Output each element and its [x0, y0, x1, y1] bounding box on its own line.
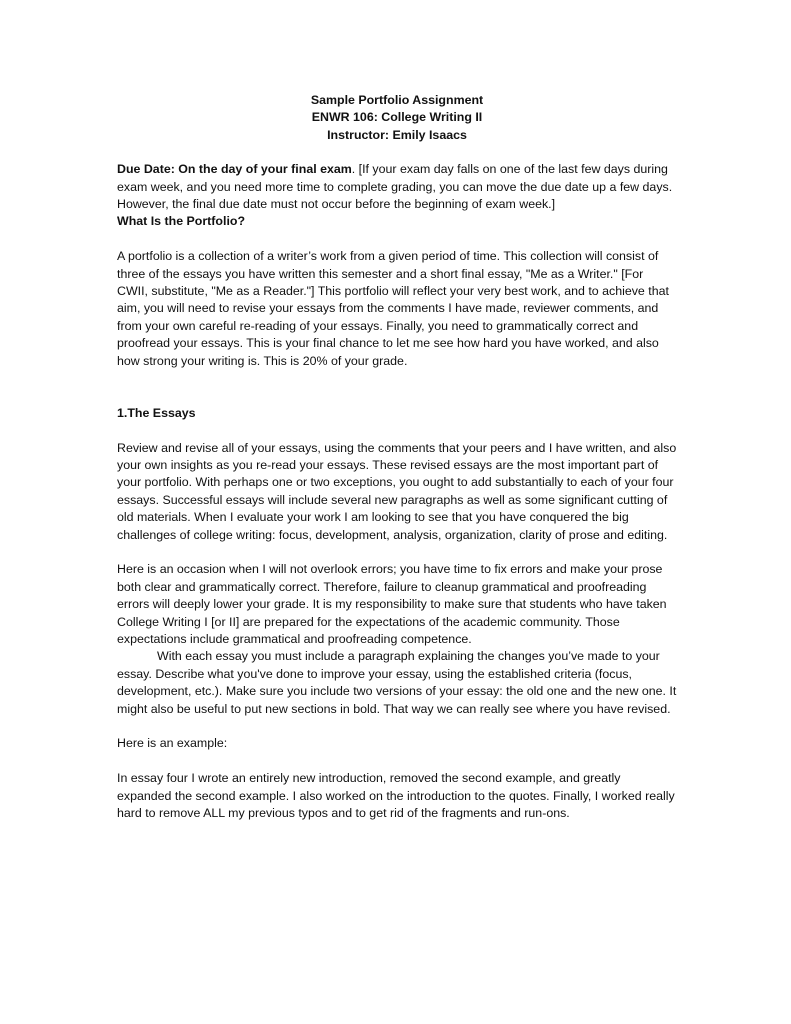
due-date-block — [117, 161, 677, 231]
portfolio-paragraph: A portfolio is a collection of a writer’s work from a given period of time. This collection will consist of three of the essays you have written this semester and a short final essay, "Me as a Writer." [For CWII, substitute, "Me as a Reader."] This portfolio will reflect your very best work, and to achieve that aim, you will need to revise your essays from the comments I have made, reviewer comments, and from your own careful re-reading of your essays. Finally, you need to grammatically correct and proofread your essays. This is your final chance to let me see how hard you have worked, and also how strong your writing is. This is 20% of your grade. — [117, 249, 669, 368]
example-intro: Here is an example: — [117, 736, 228, 751]
example-paragraph: In essay four I wrote an entirely new introduction, removed the second example, and greatly expanded the second example. I also worked on the introduction to the quotes. Finally, I worked really hard to remove ALL my previous typos and to get rid of the fragments and run-ons. — [117, 771, 675, 821]
portfolio-heading: What Is the Portfolio? — [117, 214, 246, 229]
spacer — [117, 387, 677, 404]
essays-paragraph-3: With each essay you must include a paragraph explaining the changes you’ve made to your essay. Describe what you've done to improve your essay, using the established criteria (focus, development, etc.). Make sure you include two versions of your essay: the old one and the new one. It might also be useful to put new sections in bold. That way we can really see where you have revised. — [117, 649, 677, 716]
course-name: ENWR 106: College Writing II — [311, 110, 483, 125]
essays-paragraph-1: Review and revise all of your essays, using the comments that your peers and I have written, and also your own insights as you re-read your essays. These revised essays are the most important part of your portfolio. With perhaps one or two exceptions, you ought to add substantially to each of your four essays. Successful essays will include several new paragraphs as well as some significant cutting of old materials. When I evaluate your work I am looking to see that you have conquered the big challenges of college writing: focus, development, analysis, organization, clarity of prose and editing. — [117, 440, 677, 542]
due-date-paragraph — [117, 161, 677, 213]
document-page — [117, 92, 677, 840]
essays-heading: 1.The Essays — [117, 405, 196, 420]
instructor-name: Instructor: Emily Isaacs — [327, 127, 467, 142]
essays-paragraph-2: Here is an occasion when I will not overlook errors; you have time to fix errors and make your prose both clear and grammatically correct. Therefore, failure to cleanup grammatical and proofreading errors will deeply lower your grade. It is my responsibility to make sure that students who have taken College Writing I [or II] are prepared for the expectations of the academic community. Those expectations include grammatical and proofreading competence. — [117, 562, 667, 647]
document-title: Sample Portfolio Assignment — [310, 93, 484, 107]
due-date-text: . [If your exam day falls on one of the last few days during exam week, and you need more time to complete grading, you can move the due date up a few days. However, the final due date must not occur before the beginning of exam week.] — [117, 162, 673, 211]
document-header — [117, 92, 677, 144]
due-date-label: Due Date: On the day of your final exam — [117, 162, 352, 177]
